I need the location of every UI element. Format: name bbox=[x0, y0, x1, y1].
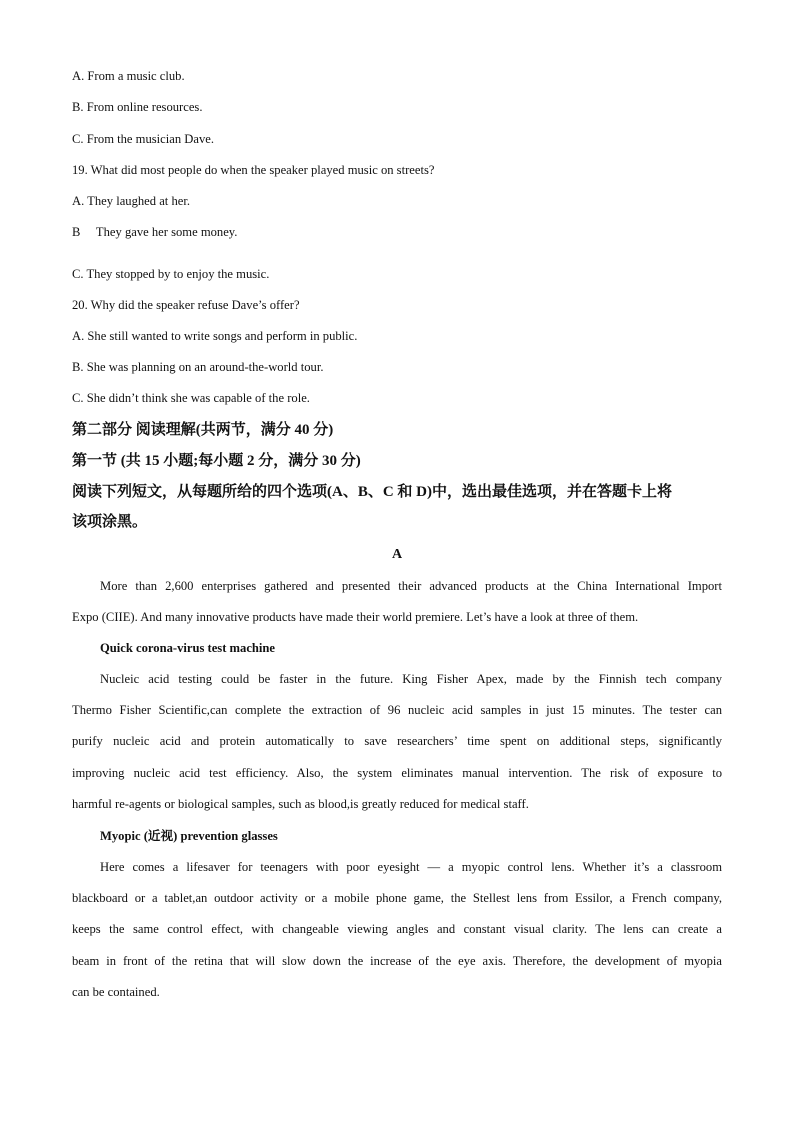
paragraph-line: Nucleic acid testing could be faster in the future. King Fisher Apex, made by the Finnish tech company bbox=[100, 672, 722, 686]
paragraph-line: improving nucleic acid test efficiency. Also, the system eliminates manual intervention. The risk of exposure to bbox=[72, 765, 722, 780]
paragraph-line: blackboard or a tablet,an outdoor activity or a mobile phone game, the Stellest lens from Essilor, a French company, bbox=[72, 891, 722, 906]
option-19-a: A. They laughed at her. bbox=[72, 194, 190, 208]
option-20-b: B. She was planning on an around-the-world tour. bbox=[72, 360, 324, 374]
paragraph-line: beam in front of the retina that will slow down the increase of the eye axis. Therefore, the development of myopia bbox=[72, 953, 722, 968]
part-title: 第二部分 阅读理解(共两节，满分 40 分) bbox=[72, 422, 334, 438]
option-19-b: B They gave her some money. bbox=[72, 225, 238, 239]
paragraph-line: harmful re-agents or biological samples, such as blood,is greatly reduced for medical staff. bbox=[72, 796, 529, 811]
passage-intro-line: Expo (CIIE). And many innovative products have made their world premiere. Let’s have a look at three of them. bbox=[72, 610, 639, 625]
option-18-b: B. From online resources. bbox=[72, 100, 203, 114]
section-subtitle: 第一节 (共 15 小题;每小题 2 分，满分 30 分) bbox=[72, 453, 361, 469]
section-heading-test-machine: Quick corona-virus test machine bbox=[100, 641, 276, 655]
option-18-a: A. From a music club. bbox=[72, 69, 185, 83]
option-20-c: C. She didn’t think she was capable of the role. bbox=[72, 391, 310, 405]
paragraph-line: keeps the same control effect, with changeable viewing angles and constant visual clarity. The lens can create a bbox=[72, 922, 722, 937]
option-19-c: C. They stopped by to enjoy the music. bbox=[72, 267, 270, 281]
passage-intro-line: More than 2,600 enterprises gathered and presented their advanced products at the China International Import bbox=[100, 579, 722, 593]
option-18-c: C. From the musician Dave. bbox=[72, 132, 215, 146]
passage-intro bbox=[72, 578, 722, 640]
instruction-line-1: 阅读下列短文，从每题所给的四个选项(A、B、C 和 D)中，选出最佳选项，并在答题卡上将 bbox=[72, 484, 672, 500]
paragraph-myopic-glasses bbox=[72, 859, 722, 1015]
paragraph-line: can be contained. bbox=[72, 984, 160, 999]
question-19: 19. What did most people do when the speaker played music on streets? bbox=[72, 163, 435, 177]
paragraph-test-machine bbox=[72, 671, 722, 827]
question-20: 20. Why did the speaker refuse Dave’s offer? bbox=[72, 298, 300, 312]
paragraph-line: purify nucleic acid and protein automatically to save researchers’ time spent on additional steps, significantly bbox=[72, 734, 722, 749]
instruction-line-2: 该项涂黑。 bbox=[72, 514, 148, 530]
section-heading-myopic-glasses: Myopic (近视) prevention glasses bbox=[100, 829, 278, 843]
paragraph-line: Thermo Fisher Scientific,can complete the extraction of 96 nucleic acid samples in just 15 minutes. The tester can bbox=[72, 703, 722, 718]
paragraph-line: Here comes a lifesaver for teenagers with poor eyesight — a myopic control lens. Whether it’s a classroom bbox=[100, 860, 722, 874]
option-20-a: A. She still wanted to write songs and perform in public. bbox=[72, 329, 358, 343]
passage-label: A bbox=[391, 547, 403, 562]
